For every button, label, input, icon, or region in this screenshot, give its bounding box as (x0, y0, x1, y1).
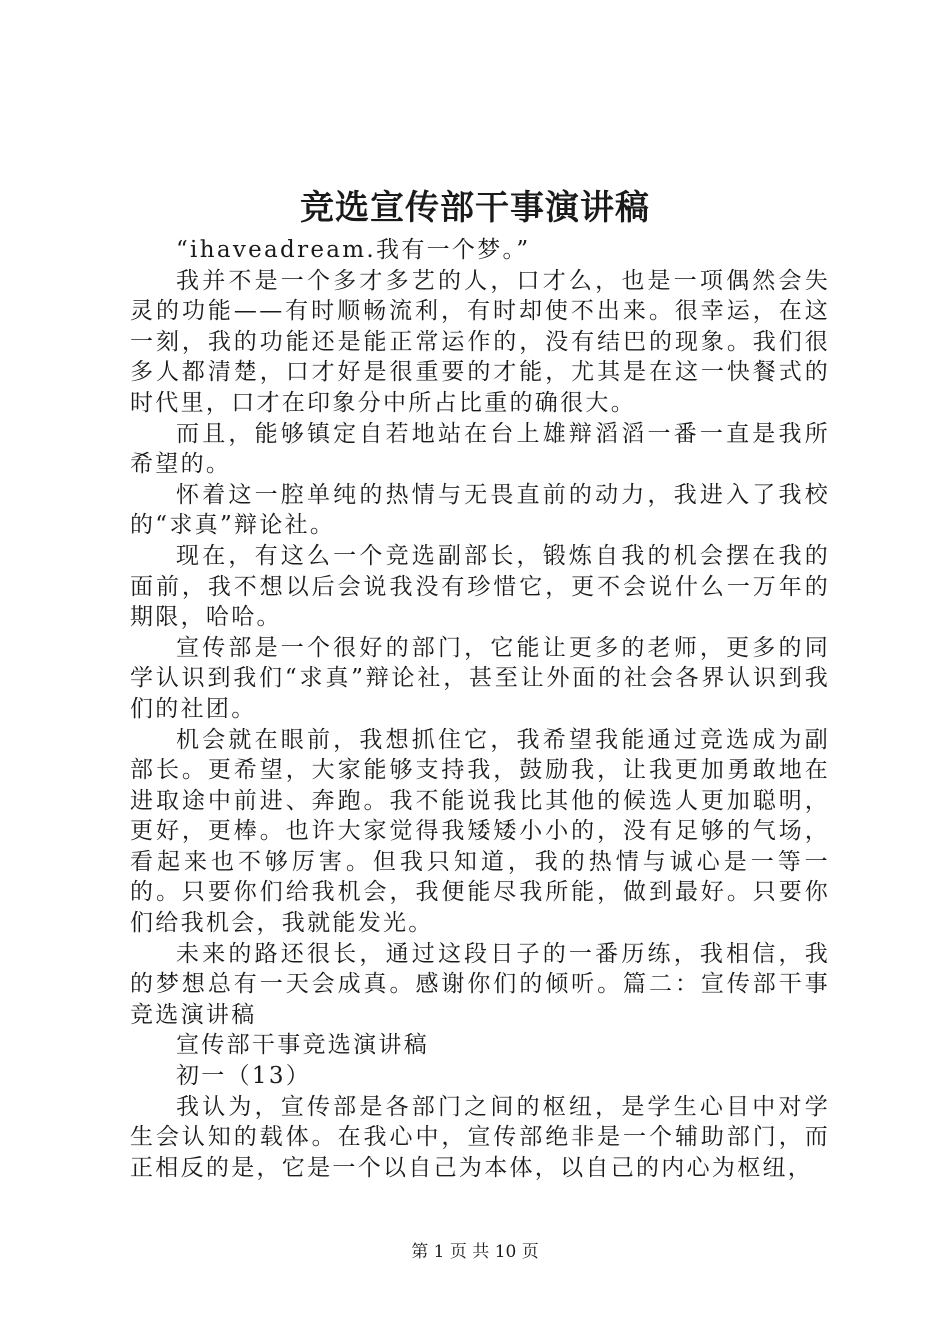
paragraph: 未来的路还很长，通过这段日子的一番历练，我相信，我的梦想总有一天会成真。感谢你们的倾听。篇二：宣传部干事竞选演讲稿 (130, 940, 830, 1028)
paragraph: 初一（13） (176, 1063, 312, 1090)
page-number-footer: 第 1 页 共 10 页 (411, 1242, 539, 1262)
paragraph: 宣传部是一个很好的部门，它能让更多的老师，更多的同学认识到我们“求真”辩论社，甚至让外面的社会各界认识到我们的社团。 (130, 634, 830, 722)
paragraph: 而且，能够镇定自若地站在台上雄辩滔滔一番一直是我所希望的。 (130, 420, 830, 478)
paragraph: 我认为，宣传部是各部门之间的枢纽，是学生心目中对学生会认知的载体。在我心中，宣传部绝非是一个辅助部门，而正相反的是，它是一个以自己为本体，以自己的内心为枢纽， (130, 1093, 830, 1181)
paragraph: 我并不是一个多才多艺的人，口才么，也是一项偶然会失灵的功能——有时顺畅流利，有时却使不出来。很幸运，在这一刻，我的功能还是能正常运作的，没有结巴的现象。我们很多人都清楚，口才好是很重要的才能，尤其是在这一快餐式的时代里，口才在印象分中所占比重的确很大。 (130, 267, 830, 416)
paragraph: 宣传部干事竞选演讲稿 (176, 1032, 429, 1059)
paragraph: 机会就在眼前，我想抓住它，我希望我能通过竞选成为副部长。更希望，大家能够支持我，鼓励我，让我更加勇敢地在进取途中前进、奔跑。我不能说我比其他的候选人更加聪明，更好，更棒。也许大家觉得我矮矮小小的，没有足够的气场，看起来也不够厉害。但我只知道，我的热情与诚心是一等一的。只要你们给我机会，我便能尽我所能，做到最好。只要你们给我机会，我就能发光。 (130, 726, 830, 937)
paragraph: 现在，有这么一个竞选副部长，锻炼自我的机会摆在我的面前，我不想以后会说我没有珍惜它，更不会说什么一万年的期限，哈哈。 (130, 542, 830, 631)
paragraph: 怀着这一腔单纯的热情与无畏直前的动力，我进入了我校的“求真”辩论社。 (130, 481, 830, 539)
document-title: 竞选宣传部干事演讲稿 (300, 188, 650, 228)
paragraph: “ihaveadream.我有一个梦。” (176, 237, 531, 263)
document-body (130, 235, 830, 1183)
